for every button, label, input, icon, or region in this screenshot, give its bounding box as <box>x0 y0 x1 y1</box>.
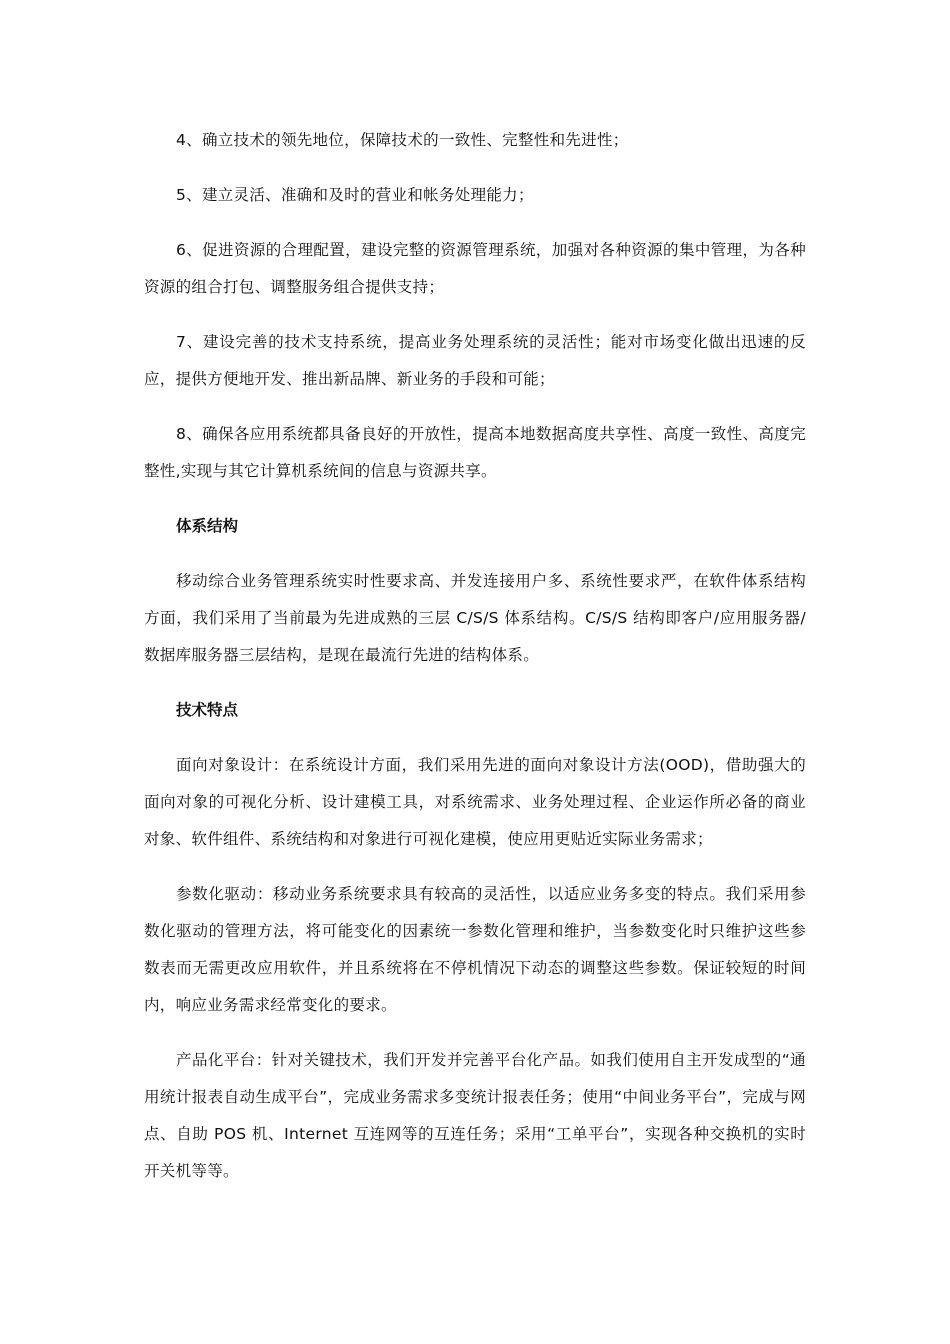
goal-item-5: 5、建立灵活、准确和及时的营业和帐务处理能力； <box>176 186 534 204</box>
goal-item-4: 4、确立技术的领先地位，保障技术的一致性、完整性和先进性； <box>176 131 629 149</box>
section-heading-architecture: 体系结构 <box>176 517 239 535</box>
feature-paragraph-ood: 面向对象设计：在系统设计方面，我们采用先进的面向对象设计方法(OOD)，借助强大的面向对象的可视化分析、设计建模工具，对系统需求、业务处理过程、企业运作所必备的商业对象、软件组件、系统结构和对象进行可视化建模，使应用更贴近实际业务需求； <box>144 756 806 848</box>
goal-item-6: 6、促进资源的合理配置，建设完整的资源管理系统，加强对各种资源的集中管理，为各种资源的组合打包、调整服务组合提供支持； <box>144 241 806 296</box>
goal-item-8: 8、确保各应用系统都具备良好的开放性，提高本地数据高度共享性、高度一致性、高度完整性,实现与其它计算机系统间的信息与资源共享。 <box>144 425 806 480</box>
feature-paragraph-parameter-driven: 参数化驱动：移动业务系统要求具有较高的灵活性，以适应业务多变的特点。我们采用参数化驱动的管理方法，将可能变化的因素统一参数化管理和维护，当参数变化时只维护这些参数表而无需更改应用软件，并且系统将在不停机情况下动态的调整这些参数。保证较短的时间内，响应业务需求经常变化的要求。 <box>144 885 806 1014</box>
section-heading-features: 技术特点 <box>176 701 239 719</box>
feature-paragraph-platform: 产品化平台：针对关键技术，我们开发并完善平台化产品。如我们使用自主开发成型的“通用统计报表自动生成平台”，完成业务需求多变统计报表任务；使用“中间业务平台”，完成与网点、自助 POS 机、Internet 互连网等的互连任务；采用“工单平台”，实现各种交换机的实时开关机等等。 <box>144 1051 806 1180</box>
document-body <box>144 122 806 1208</box>
goal-item-7: 7、建设完善的技术支持系统，提高业务处理系统的灵活性；能对市场变化做出迅速的反应，提供方便地开发、推出新品牌、新业务的手段和可能； <box>144 333 806 388</box>
architecture-paragraph: 移动综合业务管理系统实时性要求高、并发连接用户多、系统性要求严，在软件体系结构方面，我们采用了当前最为先进成熟的三层 C/S/S 体系结构。C/S/S 结构即客户/应用服务器/数据库服务器三层结构，是现在最流行先进的结构体系。 <box>144 572 806 664</box>
